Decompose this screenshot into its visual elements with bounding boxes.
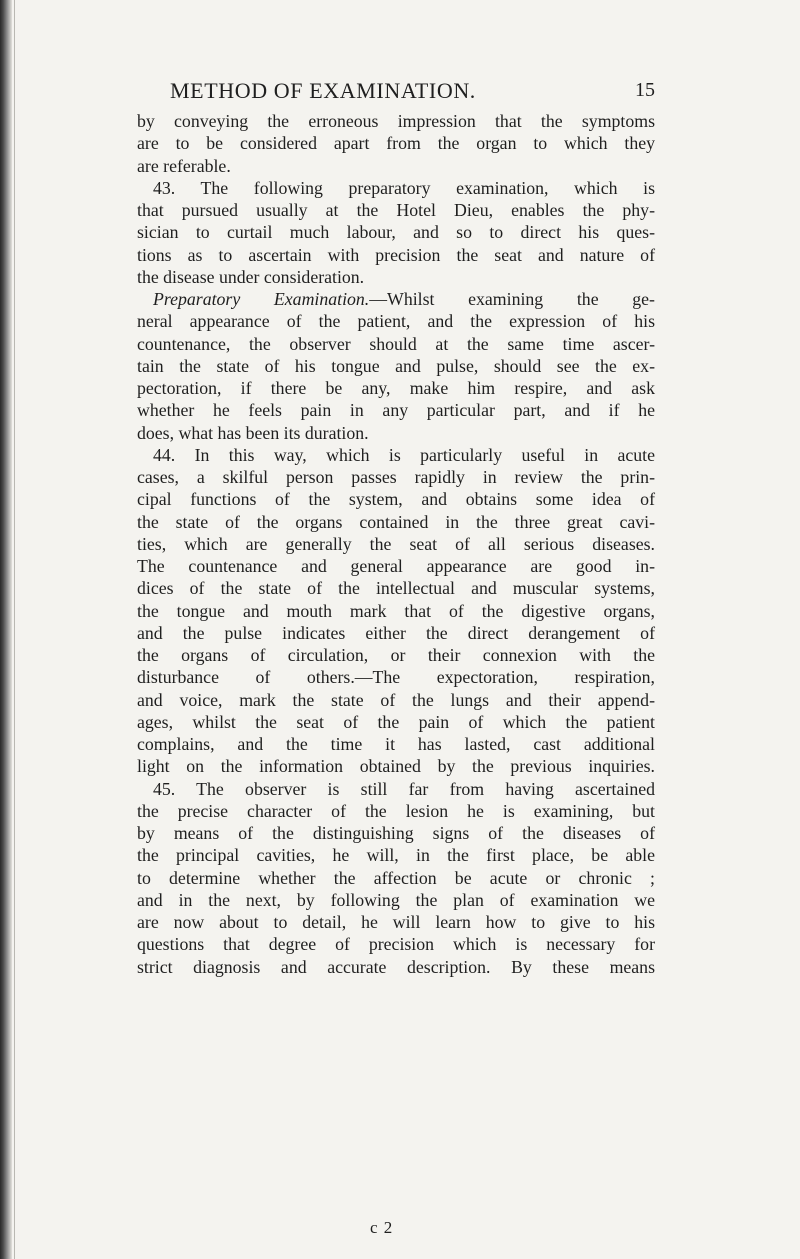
text-line: tions as to ascertain with precision the seat and nature of <box>137 244 655 265</box>
text-line: and in the next, by following the plan of examination we <box>137 889 655 910</box>
text-line: the precise character of the lesion he is examining, but <box>137 800 655 821</box>
text-line: and voice, mark the state of the lungs and their append- <box>137 689 655 710</box>
text-line-with-heading <box>137 288 655 310</box>
text-line: ages, whilst the seat of the pain of which the patient <box>137 711 655 732</box>
text-line: pectoration, if there be any, make him respire, and ask <box>137 378 655 398</box>
text-line: disturbance of others.—The expectoration, respiration, <box>137 667 655 688</box>
binding-shadow-line <box>14 0 15 1259</box>
heading-continuation: —Whilst examining the ge- <box>369 289 655 309</box>
page-number: 15 <box>635 79 655 101</box>
page-binding-edge <box>0 0 12 1259</box>
italic-heading: Preparatory Examination. <box>153 289 370 309</box>
text-line: 43. The following preparatory examination, which is <box>153 177 655 198</box>
page-header <box>0 78 800 108</box>
text-line: complains, and the time it has lasted, cast additional <box>137 734 655 754</box>
signature-mark: c 2 <box>370 1218 394 1237</box>
running-head: METHOD OF EXAMINATION. <box>170 78 476 103</box>
text-line: that pursued usually at the Hotel Dieu, enables the phy- <box>137 200 655 220</box>
text-line: the disease under consideration. <box>137 266 365 287</box>
text-line: countenance, the observer should at the same time ascer- <box>137 333 655 354</box>
text-line: by means of the distinguishing signs of the diseases of <box>137 823 655 843</box>
text-line: are to be considered apart from the organ to which they <box>137 133 655 154</box>
text-line: does, what has been its duration. <box>137 422 369 443</box>
text-line: are now about to detail, he will learn how to give to his <box>137 912 655 932</box>
text-line: to determine whether the affection be acute or chronic ; <box>137 867 655 888</box>
text-line: cipal functions of the system, and obtains some idea of <box>137 489 655 510</box>
body-text <box>137 110 655 978</box>
text-line: tain the state of his tongue and pulse, should see the ex- <box>137 355 655 376</box>
text-line: The countenance and general appearance are good in- <box>137 556 655 576</box>
text-line: 45. The observer is still far from having ascertained <box>153 778 655 799</box>
text-line: the organs of circulation, or their connexion with the <box>137 645 655 665</box>
text-line: dices of the state of the intellectual and muscular systems, <box>137 578 655 599</box>
text-line: 44. In this way, which is particularly useful in acute <box>153 444 655 465</box>
text-line: sician to curtail much labour, and so to direct his ques- <box>137 222 655 243</box>
text-line: the principal cavities, he will, in the first place, be able <box>137 845 655 866</box>
text-line: the state of the organs contained in the three great cavi- <box>137 511 655 532</box>
text-line: ties, which are generally the seat of all serious diseases. <box>137 533 655 554</box>
text-line: and the pulse indicates either the direct derangement of <box>137 622 655 643</box>
text-line: neral appearance of the patient, and the expression of his <box>137 311 655 332</box>
text-line: whether he feels pain in any particular part, and if he <box>137 400 655 421</box>
text-line: strict diagnosis and accurate description. By these means <box>137 956 655 977</box>
text-line: by conveying the erroneous impression that the symptoms <box>137 111 655 131</box>
text-line: the tongue and mouth mark that of the digestive organs, <box>137 600 655 621</box>
text-line: light on the information obtained by the previous inquiries. <box>137 756 655 777</box>
text-line: are referable. <box>137 155 231 176</box>
text-line: cases, a skilful person passes rapidly in review the prin- <box>137 467 655 487</box>
text-line: questions that degree of precision which is necessary for <box>137 934 655 955</box>
